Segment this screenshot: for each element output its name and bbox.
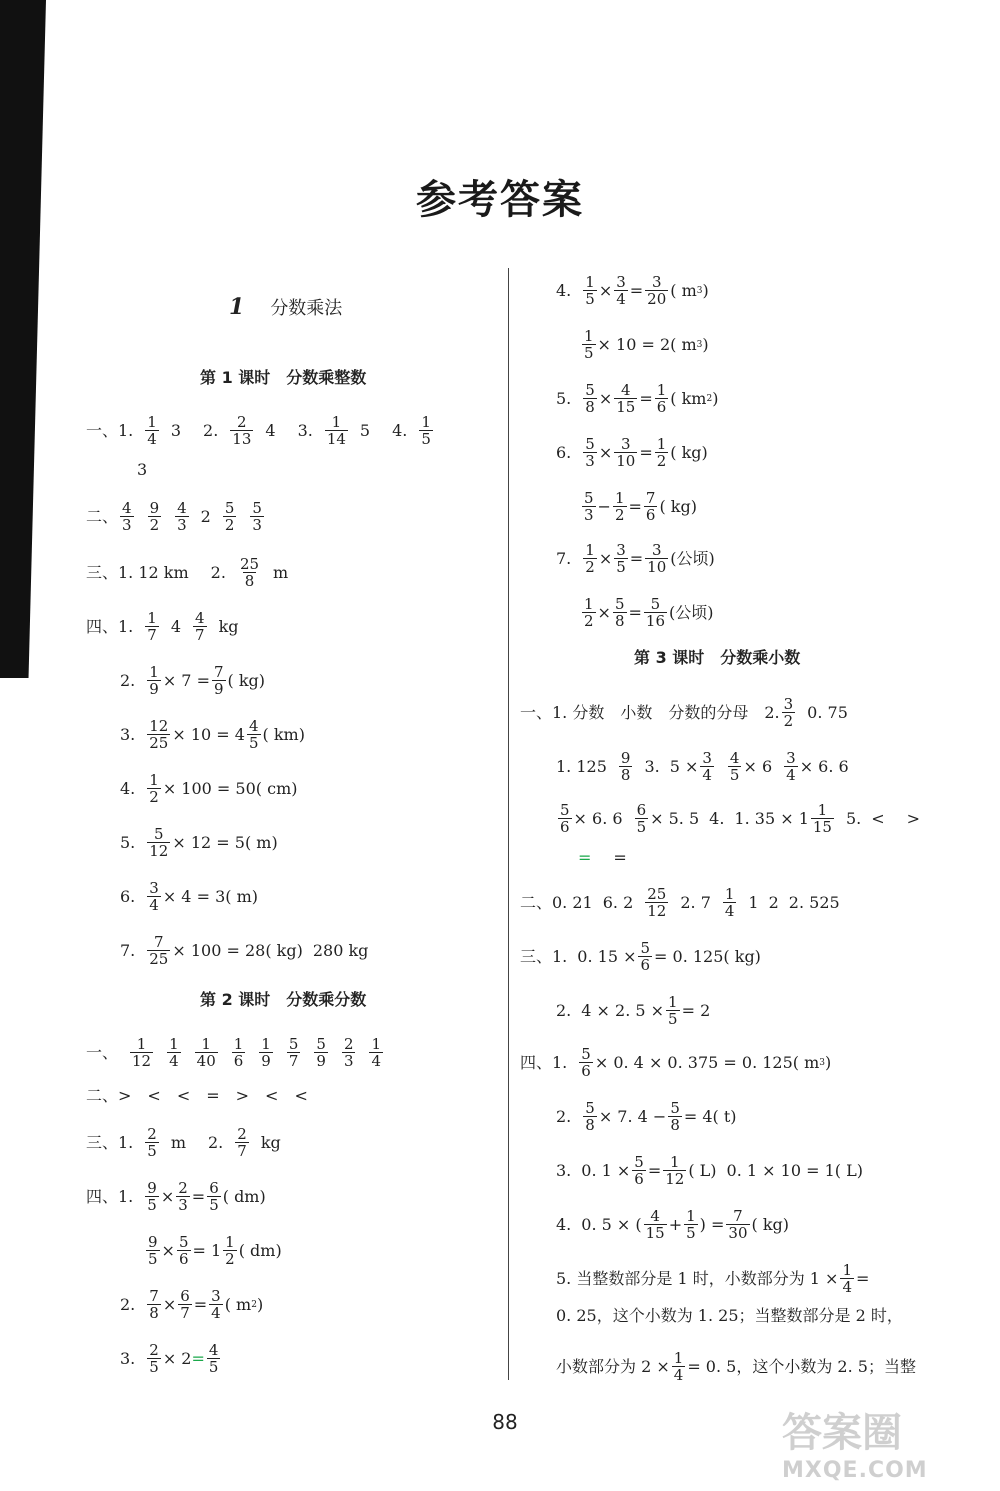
answer-l2-part2: 二、> < < = > < <: [86, 1086, 308, 1105]
answer-l1-part1: 一、1. $\frac{1}{4}$ 3 2. $\frac{2}{13}$ 4 3. $\frac{1}{14}$ 5 4. $\frac{1}{5}$: [86, 413, 431, 448]
answer-l3-part1-b: 1. 125 $\frac{9}{8}$ 3. 5 × $\frac{3}{4}$ $\frac{4}{5}$ × 6 $\frac{3}{4}$ × 6. 6: [556, 749, 849, 784]
answer-l2-part4-6b: $\frac{5}{3}$ − $\frac{1}{2}$ = $\frac{7}{6}$ ( kg): [584, 489, 697, 524]
lesson-3-heading: 第 3 课时 分数乘小数: [634, 648, 801, 667]
answer-l1-part1-cont: 3: [137, 460, 148, 479]
answer-l1-part4-7: 7. $\frac{7}{25}$ × 100 = 28( kg) 280 kg: [120, 933, 369, 968]
answer-l3-part2: 二、0. 21 6. 2 $\frac{25}{12}$ 2. 7 $\frac{1}{4}$ 1 2 2. 525: [520, 885, 840, 920]
answer-l1-part4-3: 3. $\frac{12}{25}$ × 10 = 4 $\frac{4}{5}$ ( km): [120, 717, 305, 752]
page-number: 88: [492, 1410, 518, 1434]
answer-l3-part4-2: 2. $\frac{5}{8}$ × 7. 4 − $\frac{5}{8}$ = 4( t): [556, 1099, 737, 1134]
answer-l2-part4-6: 6. $\frac{5}{3}$ × $\frac{3}{10}$ = $\frac{1}{2}$ ( kg): [556, 435, 708, 470]
column-divider: [508, 268, 509, 1380]
answer-l2-part4-4b: $\frac{1}{5}$ × 10 = 2( m 3 ): [584, 327, 709, 362]
answer-l1-part3: 三、1. 12 km 2. $\frac{25}{8}$ m: [86, 555, 289, 590]
answer-l3-part3-1: 三、1. 0. 15 × $\frac{5}{6}$ = 0. 125( kg): [520, 939, 761, 974]
watermark-logo: 答案圈 MXQE.COM: [782, 1410, 928, 1483]
answer-l3-part4-5c: 小数部分为 2 × $\frac{1}{4}$ = 0. 5，这个小数为 2. 5；当整: [556, 1349, 916, 1384]
answer-l2-part1: 一、 $\frac{1}{12}$ $\frac{1}{4}$ $\frac{1}{40}$ $\frac{1}{6}$ $\frac{1}{9}$ $\frac{5}{7}$ $\frac{5}{9}$ $\frac{2}{3}$ $\frac{1}{4}$: [86, 1035, 382, 1070]
answer-l3-part4-5a: 5. 当整数部分是 1 时，小数部分为 1 × $\frac{1}{4}$ =: [556, 1261, 870, 1296]
answer-l3-part1-c: $\frac{5}{6}$ × 6. 6 $\frac{6}{5}$ × 5. 5 4. 1. 35 × 1 $\frac{1}{15}$ 5. < >: [560, 801, 921, 836]
answer-l2-part4-1: 四、1. $\frac{9}{5}$ × $\frac{2}{3}$ = $\frac{6}{5}$ ( dm): [86, 1179, 266, 1214]
answer-l2-part3: 三、1. $\frac{2}{5}$ m 2. $\frac{2}{7}$ kg: [86, 1125, 281, 1160]
answer-l2-part4-2: 2. $\frac{7}{8}$ × $\frac{6}{7}$ = $\frac{3}{4}$ ( m 2 ): [120, 1287, 264, 1322]
answer-l2-part4-7b: $\frac{1}{2}$ × $\frac{5}{8}$ = $\frac{5}{16}$ (公顷): [584, 595, 714, 630]
answer-l1-part4-5: 5. $\frac{5}{12}$ × 12 = 5( m): [120, 825, 278, 860]
answer-l1-part2: 二、 $\frac{4}{3}$ $\frac{9}{2}$ $\frac{4}{3}$ 2 $\frac{5}{2}$ $\frac{5}{3}$: [86, 499, 262, 534]
lesson-2-heading: 第 2 课时 分数乘分数: [200, 990, 367, 1009]
answer-l3-part1: 一、1. 分数 小数 分数的分母 2. $\frac{3}{2}$ 0. 75: [520, 695, 848, 730]
page-title: 参考答案: [416, 176, 584, 223]
answer-l2-part4-3: 3. $\frac{2}{5}$ × 2 = $\frac{4}{5}$: [120, 1341, 219, 1376]
answer-l3-part3-2: 2. 4 × 2. 5 × $\frac{1}{5}$ = 2: [556, 993, 711, 1028]
answer-l2-part4-5: 5. $\frac{5}{8}$ × $\frac{4}{15}$ = $\frac{1}{6}$ ( km 2 ): [556, 381, 719, 416]
answer-l3-part1-d: = =: [578, 848, 627, 867]
answer-l3-part4-1: 四、1. $\frac{5}{6}$ × 0. 4 × 0. 375 = 0. 125( m 3 ): [520, 1045, 832, 1080]
answer-l2-part4-1b: $\frac{9}{5}$ × $\frac{5}{6}$ = 1 $\frac{1}{2}$ ( dm): [148, 1233, 282, 1268]
answer-l1-part4-4: 4. $\frac{1}{2}$ × 100 = 50( cm): [120, 771, 298, 806]
answer-l1-part4-2: 2. $\frac{1}{9}$ × 7 = $\frac{7}{9}$ ( kg): [120, 663, 266, 698]
answer-l2-part4-4: 4. $\frac{1}{5}$ × $\frac{3}{4}$ = $\frac{3}{20}$ ( m 3 ): [556, 273, 709, 308]
answer-l3-part4-5b: 0. 25，这个小数为 1. 25；当整数部分是 2 时，: [556, 1306, 903, 1325]
answer-l1-part4-1: 四、1. $\frac{1}{7}$ 4 $\frac{4}{7}$ kg: [86, 609, 239, 644]
lesson-1-heading: 第 1 课时 分数乘整数: [200, 368, 367, 387]
unit-heading: 1 分数乘法: [229, 294, 343, 320]
answer-l2-part4-7: 7. $\frac{1}{2}$ × $\frac{3}{5}$ = $\frac{3}{10}$ (公顷): [556, 541, 715, 576]
page-edge-shadow: [0, 0, 46, 678]
answer-l3-part4-4: 4. 0. 5 × ( $\frac{4}{15}$ + $\frac{1}{5}$ ) = $\frac{7}{30}$ ( kg): [556, 1207, 790, 1242]
answer-l1-part4-6: 6. $\frac{3}{4}$ × 4 = 3( m): [120, 879, 258, 914]
answer-l3-part4-3: 3. 0. 1 × $\frac{5}{6}$ = $\frac{1}{12}$ ( L) 0. 1 × 10 = 1( L): [556, 1153, 863, 1188]
